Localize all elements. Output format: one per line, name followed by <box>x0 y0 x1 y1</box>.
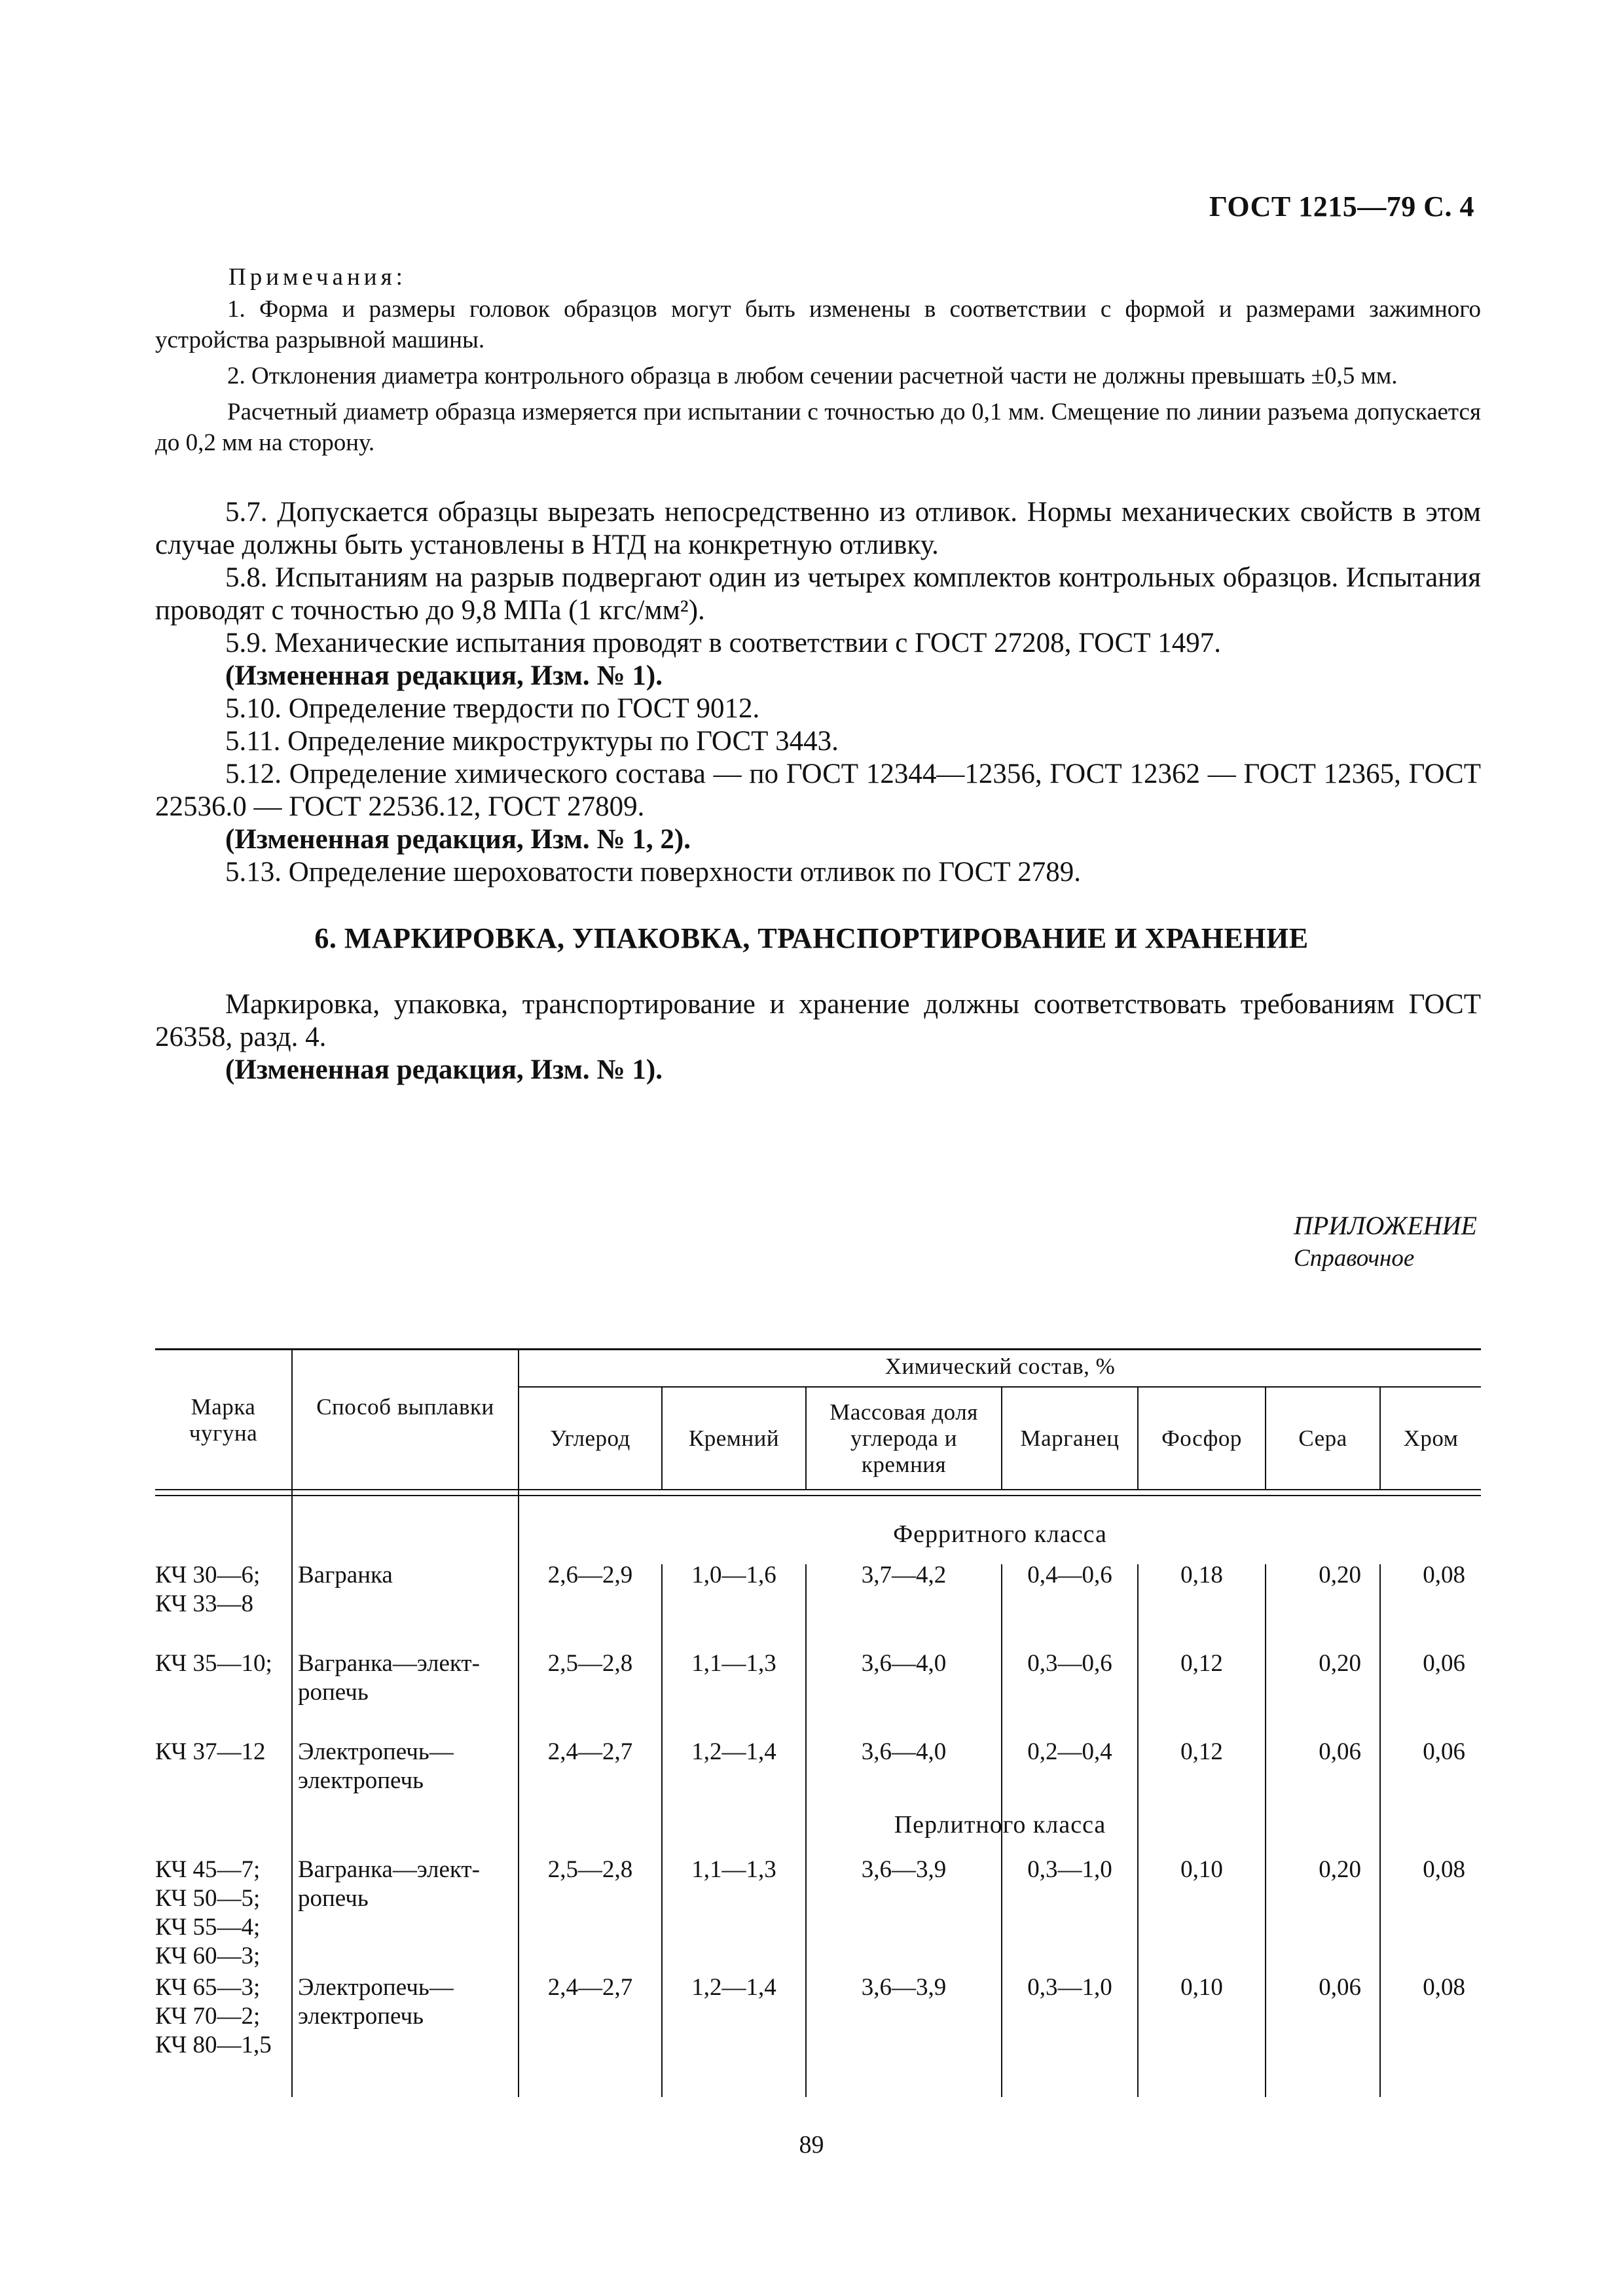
cell-method: ропечь <box>298 1679 369 1706</box>
cell-value: 0,3—0,6 <box>1027 1650 1112 1677</box>
cell-value: 0,12 <box>1180 1738 1223 1765</box>
cell-value: 0,20 <box>1319 1856 1361 1883</box>
col-header-silicon: Кремний <box>688 1426 780 1451</box>
cell-grade: КЧ 33—8 <box>155 1590 253 1617</box>
clause-5-13: 5.13. Определение шероховатости поверхности отливок по ГОСТ 2789. <box>225 857 1082 888</box>
cell-value: 0,4—0,6 <box>1027 1562 1112 1588</box>
cell-method: электропечь <box>298 1767 424 1794</box>
col-header-manganese: Марганец <box>1020 1426 1120 1451</box>
cell-value: 2,4—2,7 <box>547 1738 633 1765</box>
cell-value: 2,6—2,9 <box>547 1562 633 1588</box>
amendment-note: (Измененная редакция, Изм. № 1). <box>225 1054 663 1085</box>
composition-table <box>155 1348 1481 2097</box>
cell-grade: КЧ 60—3; <box>155 1943 261 1969</box>
note-1: 1. Форма и размеры головок образцов могут быть изменены в соответствии с формой и размерами зажимного устройства разрывной машины. <box>155 296 1481 353</box>
cell-value: 2,4—2,7 <box>547 1974 633 2001</box>
col-header-phosphorus: Фосфор <box>1161 1426 1242 1451</box>
cell-value: 0,2—0,4 <box>1027 1738 1112 1765</box>
cell-method: Электропечь— <box>298 1738 454 1765</box>
cell-value: 0,20 <box>1319 1650 1361 1677</box>
cell-value: 1,1—1,3 <box>691 1856 776 1883</box>
appendix-title: ПРИЛОЖЕНИЕ <box>1294 1211 1477 1240</box>
cell-value: 2,5—2,8 <box>547 1856 633 1883</box>
cell-method: электропечь <box>298 2003 424 2030</box>
header-rule-1 <box>155 1489 1481 1490</box>
note-2: 2. Отклонения диаметра контрольного образца в любом сечении расчетной части не должны превышать ±0,5 мм. <box>227 363 1398 389</box>
class-pearlite-label: Перлитного класса <box>894 1811 1106 1839</box>
cell-method: ропечь <box>298 1885 369 1912</box>
cell-value: 0,08 <box>1423 1562 1465 1588</box>
col-group-header: Химический состав, % <box>884 1354 1116 1379</box>
table-top-rule <box>155 1348 1481 1350</box>
notes-title: Примечания: <box>228 264 407 291</box>
cell-value: 0,06 <box>1423 1738 1465 1765</box>
cell-method: Электропечь— <box>298 1974 454 2001</box>
appendix-subtitle: Справочное <box>1294 1245 1415 1272</box>
section-5-clauses <box>155 496 1481 889</box>
cell-grade: КЧ 50—5; <box>155 1885 261 1912</box>
col-header-grade: Марка чугуна <box>189 1394 258 1446</box>
col-header-sulfur: Сера <box>1298 1426 1347 1451</box>
col-header-carbon-silicon: Массовая доля углерода и кремния <box>830 1399 978 1477</box>
clause-5-8: 5.8. Испытаниям на разрыв подвергают один из четырех комплектов контрольных образцов. Испытания проводят с точностью до 9,8 МПа (1 кгс/мм²). <box>155 562 1481 626</box>
note-3: Расчетный диаметр образца измеряется при испытании с точностью до 0,1 мм. Смещение по линии разъема допускается до 0,2 мм на сторону. <box>155 399 1481 456</box>
cell-method: Вагранка <box>298 1562 393 1588</box>
page-number: 89 <box>799 2131 824 2159</box>
class-ferrite-label: Ферритного класса <box>893 1520 1107 1548</box>
col-header-chromium: Хром <box>1403 1426 1459 1451</box>
appendix-label <box>1294 1210 1477 1275</box>
cell-grade: КЧ 65—3; <box>155 1974 261 2001</box>
cell-value: 0,06 <box>1423 1650 1465 1677</box>
cell-method: Вагранка—элект- <box>298 1856 480 1883</box>
cell-value: 3,6—3,9 <box>861 1856 947 1883</box>
section-6-title: 6. МАРКИРОВКА, УПАКОВКА, ТРАНСПОРТИРОВАНИЕ И ХРАНЕНИЕ <box>314 922 1309 954</box>
cell-value: 0,06 <box>1319 1738 1361 1765</box>
cell-value: 0,18 <box>1180 1562 1223 1588</box>
col-divider <box>291 1348 293 2097</box>
cell-grade: КЧ 30—6; <box>155 1562 261 1588</box>
cell-grade: КЧ 80—1,5 <box>155 2032 272 2058</box>
cell-value: 0,3—1,0 <box>1027 1974 1112 2001</box>
section-6-text: Маркировка, упаковка, транспортирование и хранение должны соответствовать требованиям ГОСТ 26358, разд. 4. <box>155 989 1481 1052</box>
cell-value: 0,12 <box>1180 1650 1223 1677</box>
clause-5-12: 5.12. Определение химического состава — по ГОСТ 12344—12356, ГОСТ 12362 — ГОСТ 12365, ГОСТ 22536.0 — ГОСТ 22536.12, ГОСТ 27809. <box>155 759 1481 822</box>
clause-5-11: 5.11. Определение микроструктуры по ГОСТ 3443. <box>225 726 839 757</box>
cell-grade: КЧ 45—7; <box>155 1856 261 1883</box>
cell-value: 2,5—2,8 <box>547 1650 633 1677</box>
cell-method: Вагранка—элект- <box>298 1650 480 1677</box>
cell-value: 1,2—1,4 <box>691 1738 776 1765</box>
cell-value: 0,3—1,0 <box>1027 1856 1112 1883</box>
clause-5-9: 5.9. Механические испытания проводят в соответствии с ГОСТ 27208, ГОСТ 1497. <box>225 628 1221 658</box>
col-header-method: Способ выплавки <box>316 1394 494 1420</box>
cell-grade: КЧ 70—2; <box>155 2003 261 2030</box>
cell-value: 0,08 <box>1423 1856 1465 1883</box>
cell-value: 0,20 <box>1319 1562 1361 1588</box>
cell-value: 3,6—4,0 <box>861 1738 947 1765</box>
cell-value: 0,08 <box>1423 1974 1465 2001</box>
cell-value: 0,10 <box>1180 1974 1223 2001</box>
cell-value: 3,7—4,2 <box>861 1562 947 1588</box>
cell-value: 1,1—1,3 <box>691 1650 776 1677</box>
cell-value: 1,0—1,6 <box>691 1562 776 1588</box>
section-6-body <box>155 988 1481 1086</box>
cell-value: 0,10 <box>1180 1856 1223 1883</box>
cell-grade: КЧ 35—10; <box>155 1650 272 1677</box>
cell-value: 3,6—3,9 <box>861 1974 947 2001</box>
cell-grade: КЧ 37—12 <box>155 1738 266 1765</box>
clause-5-7: 5.7. Допускается образцы вырезать непосредственно из отливок. Нормы механических свойств в этом случае должны быть установлены в НТД на конкретную отливку. <box>155 497 1481 560</box>
page-header: ГОСТ 1215—79 С. 4 <box>1209 190 1474 223</box>
amendment-note: (Измененная редакция, Изм. № 1, 2). <box>225 824 691 855</box>
cell-value: 3,6—4,0 <box>861 1650 947 1677</box>
cell-value: 0,06 <box>1319 1974 1361 2001</box>
clause-5-10: 5.10. Определение твердости по ГОСТ 9012. <box>225 693 760 724</box>
notes-block <box>155 262 1481 458</box>
header-rule-2 <box>155 1495 1481 1496</box>
col-header-carbon: Углерод <box>550 1426 630 1451</box>
amendment-note: (Измененная редакция, Изм. № 1). <box>225 660 663 691</box>
cell-grade: КЧ 55—4; <box>155 1914 261 1941</box>
cell-value: 1,2—1,4 <box>691 1974 776 2001</box>
